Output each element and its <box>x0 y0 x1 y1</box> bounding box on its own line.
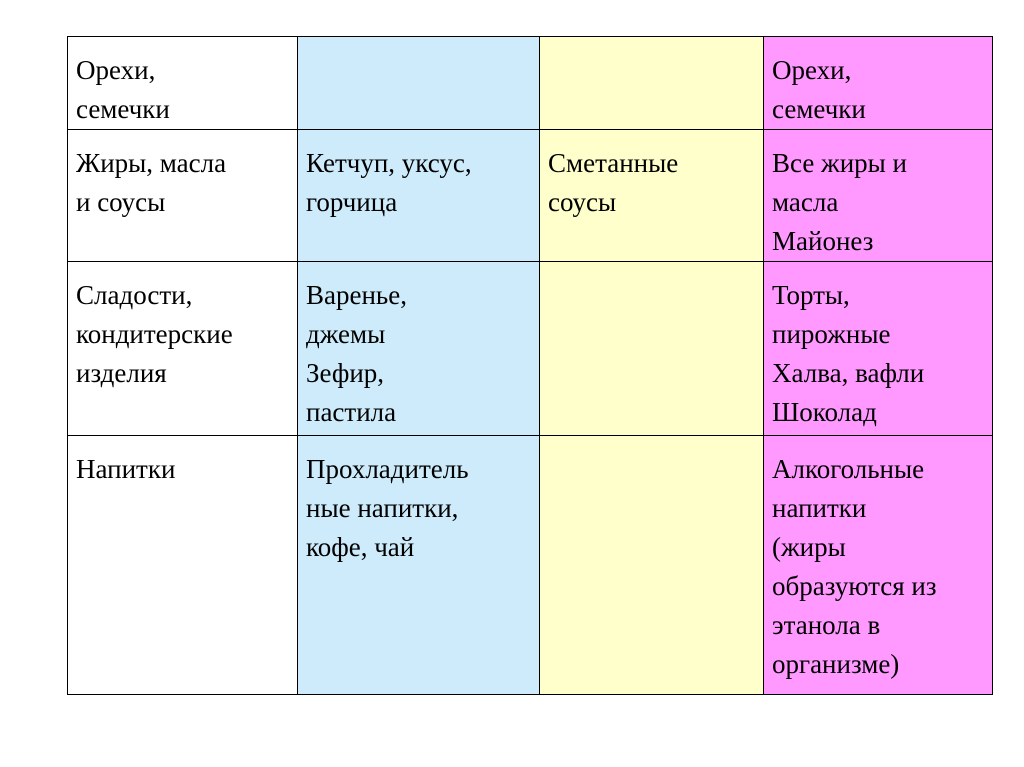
category-cell: Орехи, семечки <box>68 37 298 130</box>
category-cell: Напитки <box>68 436 298 695</box>
blue-cell: Прохладитель ные напитки, кофе, чай <box>298 436 540 695</box>
blue-cell <box>298 37 540 130</box>
blue-cell: Варенье, джемы Зефир, пастила <box>298 262 540 436</box>
pink-cell: Все жиры и масла Майонез <box>764 130 993 262</box>
category-cell: Жиры, масла и соусы <box>68 130 298 262</box>
table-row <box>68 130 993 262</box>
table-row <box>68 37 993 130</box>
blue-cell: Кетчуп, уксус, горчица <box>298 130 540 262</box>
pink-cell: Торты, пирожные Халва, вафли Шоколад <box>764 262 993 436</box>
table-row <box>68 436 993 695</box>
pink-cell: Алкогольные напитки (жиры образуются из этанола в организме) <box>764 436 993 695</box>
category-cell: Сладости, кондитерские изделия <box>68 262 298 436</box>
yellow-cell: Сметанные соусы <box>540 130 764 262</box>
yellow-cell <box>540 262 764 436</box>
pink-cell: Орехи, семечки <box>764 37 993 130</box>
food-table <box>67 36 993 695</box>
yellow-cell <box>540 436 764 695</box>
yellow-cell <box>540 37 764 130</box>
table-row <box>68 262 993 436</box>
